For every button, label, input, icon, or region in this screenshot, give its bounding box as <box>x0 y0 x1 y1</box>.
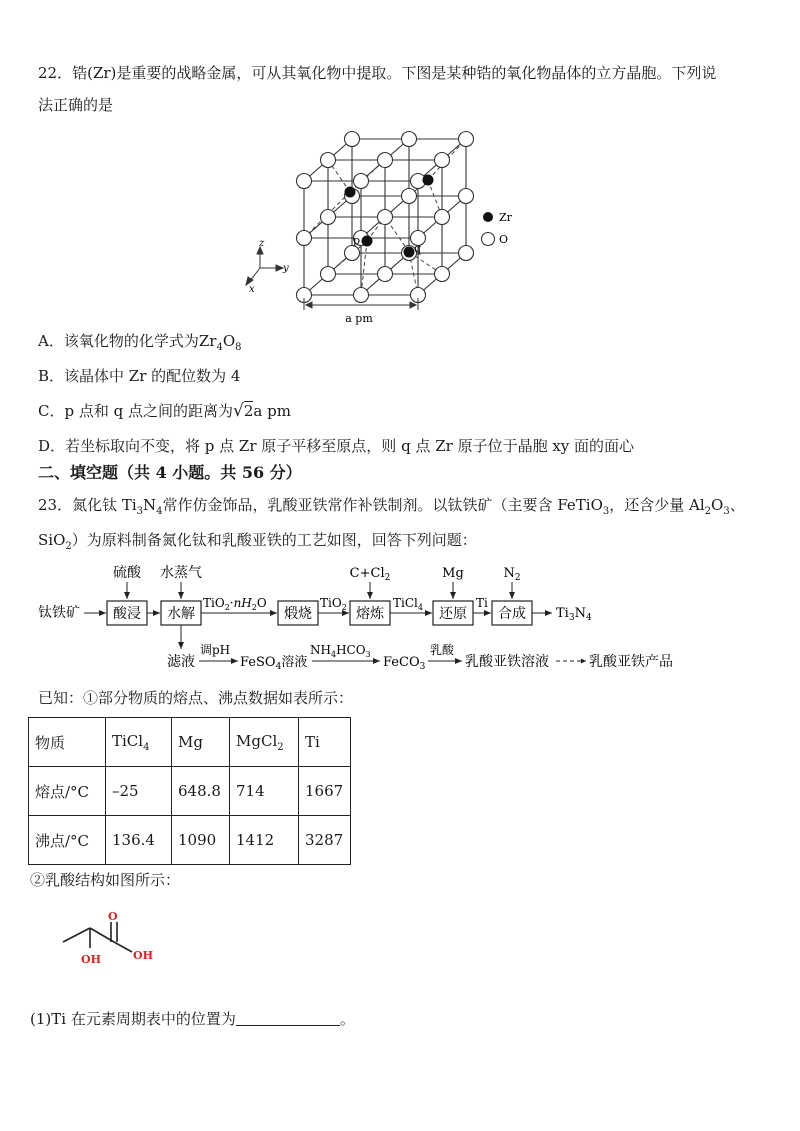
cond-ph: 调pH <box>200 643 231 657</box>
carbonyl-bond <box>111 922 117 942</box>
table-header-row <box>29 718 351 767</box>
table-row <box>29 767 351 816</box>
crystal-cell-figure <box>0 0 800 330</box>
reagent-mg: Mg <box>442 566 464 581</box>
sub-question-1: (1)Ti 在元素周期表中的位置为 。 <box>30 1010 355 1028</box>
reagent-n2: $N_2$ <box>503 566 521 583</box>
axis-y: y <box>283 263 289 274</box>
table-cell: 物质 <box>29 718 106 767</box>
section-heading: 二、填空题（共 4 小题。共 56 分） <box>38 463 302 482</box>
dimension-label: a pm <box>345 312 373 325</box>
table-cell: –25 <box>106 767 172 816</box>
option-b: B．该晶体中 Zr 的配位数为 4 <box>38 367 241 385</box>
axis-z: z <box>259 238 265 249</box>
answer-blank[interactable] <box>236 1011 340 1026</box>
reagent-steam: 水蒸气 <box>160 565 202 581</box>
box-synthesize: 合成 <box>498 606 526 622</box>
properties-table <box>28 717 351 865</box>
table-cell: 3287 <box>299 816 351 865</box>
feso4-solution: FeSO$_4$溶液 <box>240 655 308 672</box>
table-cell: 136.4 <box>106 816 172 865</box>
box-acid-leach: 酸浸 <box>113 606 141 622</box>
table-cell: Ti <box>299 718 351 767</box>
box-hydrolysis: 水解 <box>167 606 195 622</box>
legend-zr: Zr <box>499 211 512 224</box>
known-2: ②乳酸结构如图所示： <box>30 871 181 889</box>
reagent-c-cl2: $C+Cl_2$ <box>349 566 391 583</box>
known-1: 已知：①部分物质的熔点、沸点数据如表所示： <box>38 689 354 707</box>
q22-stem-line1: 22．锆(Zr)是重要的战略金属，可从其氧化物中提取。下图是某种锆的氧化物晶体的立方晶胞。下列说 <box>38 64 717 82</box>
table-cell: MgCl$_2$ <box>230 718 299 767</box>
table-cell: 1090 <box>172 816 230 865</box>
hydroxyl-oh: OH <box>81 953 101 966</box>
ferrous-lactate-product: 乳酸亚铁产品 <box>589 654 673 670</box>
ferrous-lactate-solution: 乳酸亚铁溶液 <box>465 654 549 670</box>
axis-x: x <box>249 284 255 295</box>
table-row <box>29 816 351 865</box>
table-cell: 1667 <box>299 767 351 816</box>
label-p: p <box>353 234 361 247</box>
start-ilmenite: 钛铁矿 <box>38 605 80 621</box>
reagent-sulfuric-acid: 硫酸 <box>113 565 141 581</box>
legend-o: O <box>499 233 509 246</box>
table-cell: 714 <box>230 767 299 816</box>
feco3: FeCO$_3$ <box>383 655 426 672</box>
carbonyl-o: O <box>108 910 118 923</box>
table-cell: 1412 <box>230 816 299 865</box>
product-tin: $Ti_3N_4$ <box>556 606 592 623</box>
table-cell: 熔点/°C <box>29 767 106 816</box>
table-cell: Mg <box>172 718 230 767</box>
acid-oh: OH <box>133 949 153 962</box>
option-a: A．该氧化物的化学式为$Zr_4O_8$ <box>38 332 242 353</box>
q22-stem-line2: 法正确的是 <box>38 96 114 114</box>
option-d: D．若坐标取向不变，将 p 点 Zr 原子平移至原点，则 q 点 Zr 原子位于晶胞 xy 面的面心 <box>38 437 635 455</box>
cond-nh4hco3: $NH_4HCO_3$ <box>310 643 371 659</box>
label-tio2: TiO$_2$ <box>320 596 347 612</box>
label-ti: Ti <box>476 596 488 610</box>
lactic-acid-structure <box>0 895 220 995</box>
table-cell: TiCl$_4$ <box>106 718 172 767</box>
process-flow-diagram <box>0 555 800 680</box>
q23-stem-line2: SiO$_2$）为原料制备氮化钛和乳酸亚铁的工艺如图，回答下列问题： <box>38 531 477 552</box>
label-ticl4: TiCl$_4$ <box>393 596 423 612</box>
table-cell: 沸点/°C <box>29 816 106 865</box>
box-calcine: 煅烧 <box>284 606 312 622</box>
filtrate: 滤液 <box>167 654 195 670</box>
box-reduce: 还原 <box>439 606 467 622</box>
box-smelt: 熔炼 <box>356 606 384 622</box>
table-cell: 648.8 <box>172 767 230 816</box>
label-q: q <box>414 242 422 255</box>
q23-stem-line1: 23．氮化钛 $Ti_3N_4$常作仿金饰品，乳酸亚铁常作补铁制剂。以钛铁矿（主要含 FeTiO$_3$，还含少量 $Al_2O_3$、 <box>38 496 745 517</box>
option-c: C．p 点和 q 点之间的距离为√2a pm <box>38 401 291 421</box>
cond-lactic-acid: 乳酸 <box>430 643 455 657</box>
label-tio2-nh2o: $TiO_2\cdot nH_2O$ <box>203 596 267 612</box>
